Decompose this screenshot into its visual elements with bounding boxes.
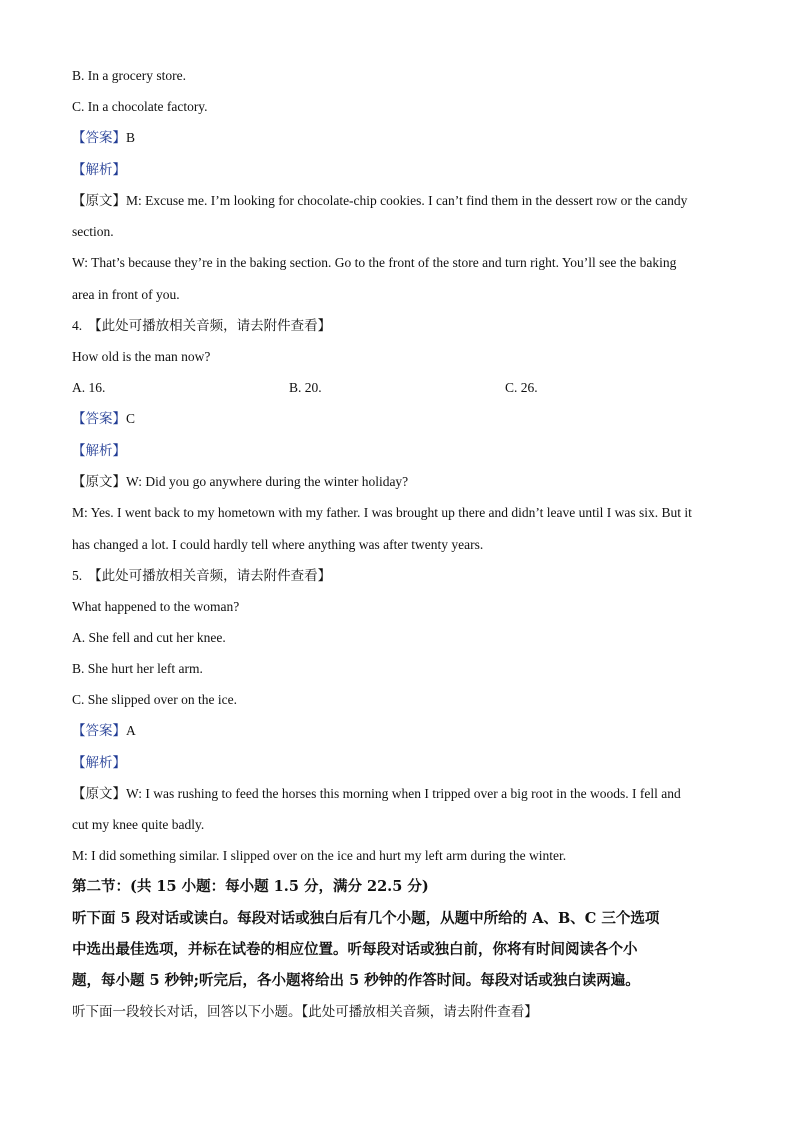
original-tag: 【原文】	[72, 193, 126, 208]
q3-original-line-3: W: That’s because they’re in the baking section. Go to the front of the store and turn right. You’ll see the baking	[72, 255, 677, 270]
answer-value: B	[126, 130, 136, 145]
answer-value: C	[126, 411, 136, 426]
original-text: W: I was rushing to feed the horses this morning when I tripped over a big root in the woods. I fell and	[126, 786, 681, 801]
q5-answer	[72, 722, 136, 740]
section-2-instruction-line-1: 听下面 5 段对话或读白。每段对话或独白后有几个小题，从题中所给的 A、B、C 三个选项	[72, 910, 660, 927]
section-2-heading: 第二节：(共 15 小题：每小题 1.5 分，满分 22.5 分)	[72, 878, 429, 895]
q4-header	[72, 317, 331, 335]
q3-option-c: C. In a chocolate factory.	[72, 99, 208, 114]
q3-answer	[72, 129, 135, 147]
q4-option-a: A. 16.	[72, 380, 106, 395]
q5-original-line-1	[72, 785, 681, 803]
q5-option-a: A. She fell and cut her knee.	[72, 630, 226, 645]
answer-value: A	[126, 723, 136, 738]
question-number: 4.	[72, 318, 83, 333]
q5-option-c: C. She slipped over on the ice.	[72, 692, 237, 707]
q5-original-line-3: M: I did something similar. I slipped over on the ice and hurt my left arm during the winter.	[72, 848, 567, 863]
q5-analysis-tag: 【解析】	[72, 755, 126, 770]
q4-option-b: B. 20.	[289, 380, 322, 395]
section-2-next-prompt: 听下面一段较长对话，回答以下小题。【此处可播放相关音频，请去附件查看】	[72, 1004, 538, 1019]
audio-note: 【此处可播放相关音频，请去附件查看】	[88, 318, 332, 333]
answer-tag: 【答案】	[72, 723, 126, 738]
q3-option-b: B. In a grocery store.	[72, 68, 186, 83]
q4-question: How old is the man now?	[72, 349, 211, 364]
q4-original-line-2: M: Yes. I went back to my hometown with my father. I was brought up there and didn’t leave until I was six. But it	[72, 505, 692, 520]
question-number: 5.	[72, 568, 83, 583]
q4-analysis-tag: 【解析】	[72, 443, 126, 458]
original-tag: 【原文】	[72, 786, 126, 801]
original-text: W: Did you go anywhere during the winter holiday?	[126, 474, 409, 489]
q3-original-line-4: area in front of you.	[72, 287, 180, 302]
q3-analysis-tag: 【解析】	[72, 162, 126, 177]
q5-option-b: B. She hurt her left arm.	[72, 661, 203, 676]
audio-note: 【此处可播放相关音频，请去附件查看】	[88, 568, 332, 583]
q5-question: What happened to the woman?	[72, 599, 240, 614]
q5-original-line-2: cut my knee quite badly.	[72, 817, 205, 832]
answer-tag: 【答案】	[72, 130, 126, 145]
q3-original-line-2: section.	[72, 224, 114, 239]
original-text: M: Excuse me. I’m looking for chocolate-chip cookies. I can’t find them in the dessert row or the candy	[126, 193, 688, 208]
q4-answer	[72, 410, 135, 428]
section-2-instruction-line-3: 题，每小题 5 秒钟;听完后，各小题将给出 5 秒钟的作答时间。每段对话或独白读两遍。	[72, 972, 640, 989]
q5-header	[72, 567, 331, 585]
q4-option-c: C. 26.	[505, 380, 538, 395]
q4-original-line-3: has changed a lot. I could hardly tell where anything was after twenty years.	[72, 537, 484, 552]
q4-original-line-1	[72, 473, 408, 491]
original-tag: 【原文】	[72, 474, 126, 489]
answer-tag: 【答案】	[72, 411, 126, 426]
q3-original-line-1	[72, 192, 687, 210]
section-2-instruction-line-2: 中选出最佳选项，并标在试卷的相应位置。听每段对话或独白前，你将有时间阅读各个小	[72, 941, 638, 958]
